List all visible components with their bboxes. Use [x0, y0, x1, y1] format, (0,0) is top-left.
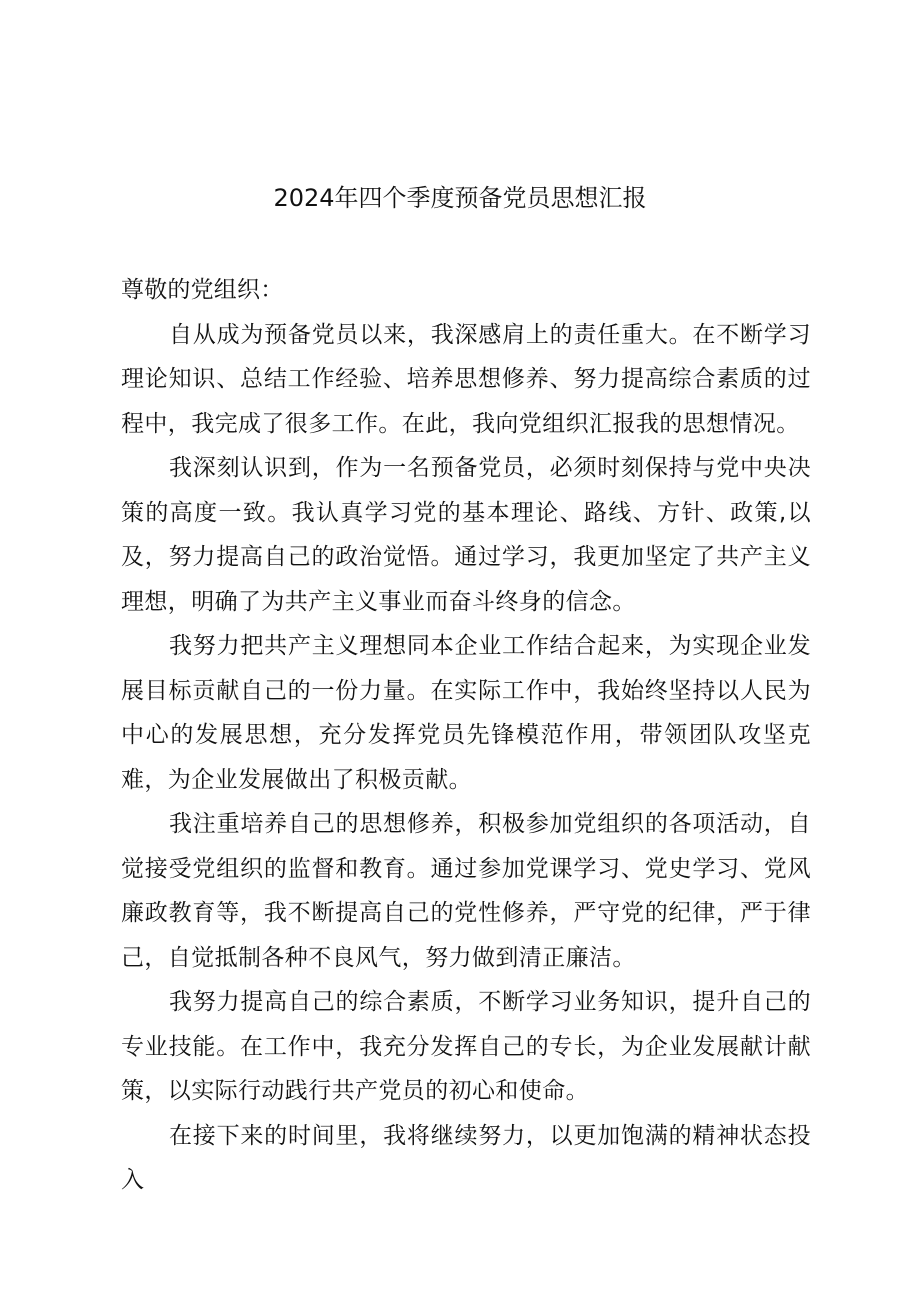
paragraph-3: 我努力把共产主义理想同本企业工作结合起来，为实现企业发展目标贡献自己的一份力量。在实际工作中，我始终坚持以人民为中心的发展思想，充分发挥党员先锋模范作用，带领团队攻坚克难，为企业发展做出了积极贡献。	[121, 633, 811, 793]
paragraph-4: 我注重培养自己的思想修养，积极参加党组织的各项活动，自觉接受党组织的监督和教育。通过参加党课学习、党史学习、党风廉政教育等，我不断提高自己的党性修养，严守党的纪律，严于律己，自觉抵制各种不良风气，努力做到清正廉洁。	[121, 811, 811, 971]
paragraph-2: 我深刻认识到，作为一名预备党员，必须时刻保持与党中央决策的高度一致。我认真学习党的基本理论、路线、方针、政策,以及，努力提高自己的政治觉悟。通过学习，我更加坚定了共产主义理想，明确了为共产主义事业而奋斗终身的信念。	[121, 455, 811, 615]
document-title: 2024年四个季度预备党员思想汇报	[273, 184, 647, 212]
paragraph-5: 我努力提高自己的综合素质，不断学习业务知识，提升自己的专业技能。在工作中，我充分发挥自己的专长，为企业发展献计献策，以实际行动践行共产党员的初心和使命。	[121, 989, 811, 1104]
salutation: 尊敬的党组织：	[121, 277, 284, 303]
paragraph-6: 在接下来的时间里，我将继续努力，以更加饱满的精神状态投入	[121, 1122, 811, 1193]
document-body	[121, 268, 811, 1203]
paragraph-1: 自从成为预备党员以来，我深感肩上的责任重大。在不断学习理论知识、总结工作经验、培养思想修养、努力提高综合素质的过程中，我完成了很多工作。在此，我向党组织汇报我的思想情况。	[121, 321, 811, 437]
